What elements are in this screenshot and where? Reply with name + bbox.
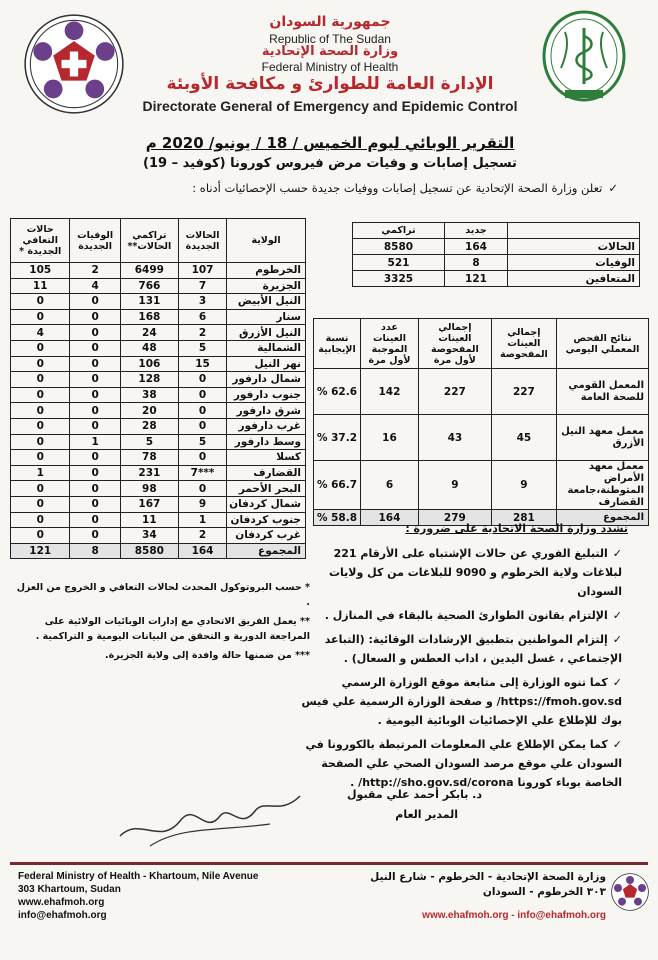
header-directorate-en: Directorate General of Emergency and Epidemic Control [142, 98, 518, 114]
summary-cumulative-cell: 8580 [353, 239, 445, 255]
summary-new-cell: 164 [444, 239, 507, 255]
lab-name-total-cell: المجموع [557, 510, 649, 526]
list-item [292, 544, 622, 601]
table-row [314, 369, 649, 415]
table-footnotes [10, 580, 310, 667]
new-deaths-cell: 0 [70, 418, 120, 434]
new-deaths-cell: 0 [70, 465, 120, 481]
cumulative-cases-cell: 106 [120, 356, 178, 372]
table-row [11, 434, 306, 450]
labs-header-positive: عدد العينات الموجبة لأول مرة [361, 319, 419, 369]
labs-header-first-time: إجمالي العينات المفحوصة لأول مرة [418, 319, 491, 369]
check-mark-icon: ✓ [612, 609, 622, 622]
cumulative-cases-cell: 78 [120, 450, 178, 466]
table-row [11, 418, 306, 434]
footer-divider [10, 862, 648, 865]
states-header-recoveries: حالات التعافي الجديدة * [11, 219, 70, 263]
total-samples-cell: 227 [491, 369, 556, 415]
header-directorate-ar: الإدارة العامة للطوارئ و مكافحة الأوبئة [166, 74, 494, 94]
new-cases-cell: ***7 [178, 465, 226, 481]
table-row [11, 387, 306, 403]
ministry-of-health-emblem-icon [538, 8, 630, 108]
new-cases-cell: 0 [178, 403, 226, 419]
cumulative-cases-cell: 98 [120, 481, 178, 497]
labs-header-lab: نتائج الفحص المعملي اليومي [557, 319, 649, 369]
new-deaths-total-cell: 8 [70, 543, 120, 559]
new-cases-cell: 2 [178, 325, 226, 341]
new-deaths-cell: 2 [70, 263, 120, 279]
header-ministry-ar: وزارة الصحة الإتحادية [261, 44, 399, 59]
new-cases-total-cell: 164 [178, 543, 226, 559]
instructions-list [292, 544, 622, 797]
new-deaths-cell: 0 [70, 372, 120, 388]
new-cases-cell: 107 [178, 263, 226, 279]
summary-new-cell: 121 [444, 271, 507, 287]
table-row [353, 271, 640, 287]
state-name-cell: كسلا [227, 450, 306, 466]
first-time-samples-cell: 227 [418, 369, 491, 415]
new-cases-cell: 15 [178, 356, 226, 372]
footer-website[interactable]: www.ehafmoh.org [18, 897, 105, 908]
footnote: *** من ضمنها حالة وافدة إلى ولاية الجزيرة. [105, 650, 310, 661]
state-name-cell: النيل الأزرق [227, 325, 306, 341]
total-samples-total-cell: 281 [491, 510, 556, 526]
header-republic-ar: جمهورية السودان [269, 14, 391, 30]
table-row [11, 450, 306, 466]
positivity-rate-cell: 62.6 % [314, 369, 361, 415]
new-deaths-cell: 0 [70, 340, 120, 356]
new-recoveries-cell: 1 [11, 465, 70, 481]
cumulative-cases-cell: 48 [120, 340, 178, 356]
new-deaths-cell: 0 [70, 528, 120, 544]
table-row [11, 403, 306, 419]
positive-samples-cell: 6 [361, 461, 419, 510]
summary-label-cell: الحالات [508, 239, 640, 255]
cumulative-cases-cell: 168 [120, 309, 178, 325]
new-recoveries-cell: 0 [11, 481, 70, 497]
signatory-name: د. بابكر أحمد علي مقبول [347, 788, 482, 801]
cumulative-cases-cell: 6499 [120, 263, 178, 279]
cumulative-cases-cell: 24 [120, 325, 178, 341]
state-name-cell: الجزيرة [227, 278, 306, 294]
new-cases-cell: 0 [178, 450, 226, 466]
state-name-cell: غرب كردفان [227, 528, 306, 544]
table-row [11, 512, 306, 528]
lab-name-cell: المعمل القومي للصحة العامة [557, 369, 649, 415]
lab-name-cell: معمل معهد النيل الأزرق [557, 415, 649, 461]
states-total-row [11, 543, 306, 559]
cumulative-cases-cell: 5 [120, 434, 178, 450]
first-time-samples-cell: 43 [418, 415, 491, 461]
check-mark-icon: ✓ [612, 633, 622, 646]
table-row [314, 415, 649, 461]
check-mark-icon: ✓ [612, 547, 622, 560]
table-row [11, 372, 306, 388]
new-recoveries-total-cell: 121 [11, 543, 70, 559]
state-name-cell: وسط دارفور [227, 434, 306, 450]
new-recoveries-cell: 0 [11, 418, 70, 434]
new-deaths-cell: 0 [70, 450, 120, 466]
footnote: * حسب البروتوكول المحدث لحالات التعافي و الخروج من العزل . [16, 582, 310, 608]
table-row [11, 278, 306, 294]
new-cases-cell: 3 [178, 294, 226, 310]
states-header-new-deaths: الوفيات الجديدة [70, 219, 120, 263]
cumulative-cases-cell: 131 [120, 294, 178, 310]
state-name-cell: سنار [227, 309, 306, 325]
footer-address-line: ٣٠٣ الخرطوم - السودان [482, 886, 606, 898]
cumulative-cases-cell: 231 [120, 465, 178, 481]
total-samples-cell: 45 [491, 415, 556, 461]
table-row [11, 356, 306, 372]
cumulative-cases-cell: 128 [120, 372, 178, 388]
summary-cumulative-cell: 3325 [353, 271, 445, 287]
new-deaths-cell: 0 [70, 496, 120, 512]
new-cases-cell: 0 [178, 481, 226, 497]
report-title: التقرير الوبائي ليوم الخميس / 18 / يونيو/ 2020 م [145, 134, 515, 152]
state-name-cell: شمال دارفور [227, 372, 306, 388]
new-cases-cell: 9 [178, 496, 226, 512]
intro-text: تعلن وزارة الصحة الإتحادية عن تسجيل إصابات ووفيات جديدة حسب الإحصائيات أدناه : [192, 181, 603, 195]
summary-cumulative-cell: 521 [353, 255, 445, 271]
new-recoveries-cell: 4 [11, 325, 70, 341]
state-name-cell: الشمالية [227, 340, 306, 356]
state-name-cell: جنوب كردفان [227, 512, 306, 528]
check-mark-icon: ✓ [612, 738, 622, 751]
table-row [11, 340, 306, 356]
new-deaths-cell: 4 [70, 278, 120, 294]
table-row [11, 294, 306, 310]
state-name-cell: غرب دارفور [227, 418, 306, 434]
header-republic-en: Republic of The Sudan [269, 32, 391, 46]
summary-header-cumulative: تراكمي [353, 223, 445, 239]
state-name-cell: البحر الأحمر [227, 481, 306, 497]
table-row [11, 325, 306, 341]
new-deaths-cell: 0 [70, 387, 120, 403]
instruction-text: الإلتزام بقانون الطوارئ الصحية بالبقاء في المنازل . [324, 609, 608, 622]
first-time-samples-total-cell: 279 [418, 510, 491, 526]
new-recoveries-cell: 0 [11, 496, 70, 512]
states-header-new-cases: الحالات الجديدة [178, 219, 226, 263]
summary-label-cell: الوفيات [508, 255, 640, 271]
footer-web-contact[interactable]: www.ehafmoh.org - info@ehafmoh.org [422, 910, 606, 921]
emergency-directorate-logo-icon [22, 12, 126, 116]
table-row [11, 496, 306, 512]
handwritten-signature-icon [110, 776, 310, 856]
cumulative-cases-cell: 11 [120, 512, 178, 528]
positive-samples-cell: 142 [361, 369, 419, 415]
new-recoveries-cell: 0 [11, 403, 70, 419]
state-name-cell: شمال كردفان [227, 496, 306, 512]
cumulative-cases-cell: 20 [120, 403, 178, 419]
list-item [292, 630, 622, 668]
labs-header-positivity: نسبة الإيجابية [314, 319, 361, 369]
new-deaths-cell: 0 [70, 325, 120, 341]
summary-label-cell: المتعافين [508, 271, 640, 287]
new-deaths-cell: 0 [70, 512, 120, 528]
cumulative-cases-cell: 38 [120, 387, 178, 403]
new-deaths-cell: 1 [70, 434, 120, 450]
new-cases-cell: 6 [178, 309, 226, 325]
table-row [11, 263, 306, 279]
summary-table [352, 222, 640, 287]
lab-name-cell: معمل معهد الأمراض المتوطنة،جامعة القضارف [557, 461, 649, 510]
new-cases-cell: 7 [178, 278, 226, 294]
summary-header-new: جديد [444, 223, 507, 239]
instruction-text: التبليغ الفوري عن حالات الإشتباه على الأرقام 221 لبلاغات ولاية الخرطوم و 9090 للبلاغات من كل ولايات السودان [328, 547, 622, 598]
ministry-emphasis-note: تشدد وزارة الصحة الاتحادية على ضرورة : [405, 522, 628, 535]
labs-header-total-samples: إجمالي العينات المفحوصة [491, 319, 556, 369]
new-recoveries-cell: 11 [11, 278, 70, 294]
emergency-directorate-logo-icon [610, 872, 650, 912]
list-item [292, 735, 622, 792]
positive-samples-total-cell: 164 [361, 510, 419, 526]
states-table [10, 218, 306, 559]
labs-table [313, 318, 649, 526]
cumulative-cases-cell: 167 [120, 496, 178, 512]
new-cases-cell: 0 [178, 387, 226, 403]
table-row [353, 239, 640, 255]
new-recoveries-cell: 0 [11, 372, 70, 388]
report-intro [192, 181, 618, 195]
instruction-text: إلتزام المواطنين بتطبيق الإرشادات الوقائية: (التباعد الإجتماعي ، غسل اليدين ، اداب العطس و السعال) . [324, 633, 622, 665]
instruction-text: كما تنوه الوزارة إلى متابعة موقع الوزارة الرسمي https://fmoh.gov.sd/ و صفحة الوزارة الرسمية علي فيس بوك للإطلاع علي الإحصائيات الوبائية اليومية . [301, 676, 622, 727]
footer-address-line: وزارة الصحة الإتحادية - الخرطوم - شارع النيل [370, 871, 606, 883]
new-recoveries-cell: 0 [11, 450, 70, 466]
new-recoveries-cell: 0 [11, 434, 70, 450]
new-cases-cell: 1 [178, 512, 226, 528]
cumulative-cases-cell: 28 [120, 418, 178, 434]
state-name-cell: نهر النيل [227, 356, 306, 372]
positivity-rate-total-cell: 58.8 % [314, 510, 361, 526]
summary-new-cell: 8 [444, 255, 507, 271]
total-samples-cell: 9 [491, 461, 556, 510]
footer-address-ar [370, 870, 606, 900]
new-deaths-cell: 0 [70, 309, 120, 325]
first-time-samples-cell: 9 [418, 461, 491, 510]
new-deaths-cell: 0 [70, 403, 120, 419]
new-recoveries-cell: 0 [11, 387, 70, 403]
state-name-cell: القضارف [227, 465, 306, 481]
table-row [353, 255, 640, 271]
state-name-cell: الخرطوم [227, 263, 306, 279]
list-item [292, 673, 622, 730]
positivity-rate-cell: 66.7 % [314, 461, 361, 510]
table-row [11, 465, 306, 481]
list-item [292, 606, 622, 625]
signatory-role: المدير العام [395, 808, 458, 821]
instruction-text: كما يمكن الإطلاع علي المعلومات المرتبطة بالكورونا في السودان علي موقع مرصد السودان الصحي علي الصفحة الخاصة بوباء كورونا http://sho.gov.sd/corona/ . [305, 738, 622, 789]
new-cases-cell: 0 [178, 372, 226, 388]
cumulative-cases-cell: 34 [120, 528, 178, 544]
summary-header-blank [508, 223, 640, 239]
new-cases-cell: 0 [178, 418, 226, 434]
table-row [314, 461, 649, 510]
state-name-cell: جنوب دارفور [227, 387, 306, 403]
footer-address-en [18, 870, 258, 922]
table-row [11, 528, 306, 544]
state-name-cell: النيل الأبيض [227, 294, 306, 310]
cumulative-cases-cell: 766 [120, 278, 178, 294]
check-mark-icon: ✓ [612, 676, 622, 689]
new-recoveries-cell: 0 [11, 512, 70, 528]
new-recoveries-cell: 0 [11, 309, 70, 325]
header-ministry-en: Federal Ministry of Health [261, 60, 399, 74]
new-recoveries-cell: 0 [11, 528, 70, 544]
positive-samples-cell: 16 [361, 415, 419, 461]
report-subtitle: تسجيل إصابات و وفيات مرض فيروس كورونا (كوفيد – 19) [143, 156, 517, 171]
footer-address-line: Federal Ministry of Health - Khartoum, Nile Avenue [18, 871, 259, 882]
check-mark-icon: ✓ [608, 181, 618, 195]
state-name-total-cell: المجموع [227, 543, 306, 559]
positivity-rate-cell: 37.2 % [314, 415, 361, 461]
new-deaths-cell: 0 [70, 481, 120, 497]
table-row [11, 309, 306, 325]
new-deaths-cell: 0 [70, 356, 120, 372]
new-cases-cell: 2 [178, 528, 226, 544]
footer-address-line: 303 Khartoum, Sudan [18, 884, 121, 895]
cumulative-cases-total-cell: 8580 [120, 543, 178, 559]
new-recoveries-cell: 0 [11, 356, 70, 372]
new-recoveries-cell: 0 [11, 294, 70, 310]
new-cases-cell: 5 [178, 340, 226, 356]
footer-email[interactable]: info@ehafmoh.org [18, 910, 107, 921]
new-deaths-cell: 0 [70, 294, 120, 310]
new-recoveries-cell: 105 [11, 263, 70, 279]
new-cases-cell: 5 [178, 434, 226, 450]
state-name-cell: شرق دارفور [227, 403, 306, 419]
states-header-cumulative: تراكمي الحالات** [120, 219, 178, 263]
footnote: ** يعمل الفريق الاتحادي مع إدارات الوبائيات الولائية على المراجعة الدورية و التحقق من البيانات اليومية و التراكمية . [35, 616, 310, 642]
table-row [11, 481, 306, 497]
new-recoveries-cell: 0 [11, 340, 70, 356]
states-header-state: الولاية [227, 219, 306, 263]
